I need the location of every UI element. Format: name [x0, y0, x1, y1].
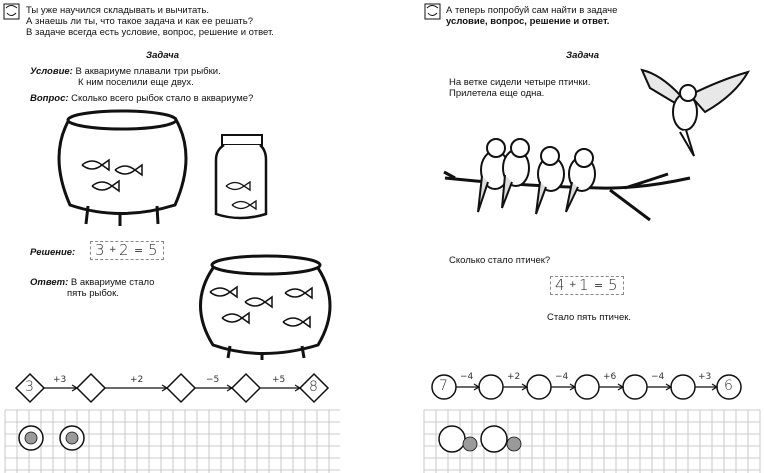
- arrow-icon: [44, 385, 77, 391]
- condition-line: В аквариуме плавали три рыбки.: [75, 66, 221, 77]
- chain-op: +5: [272, 375, 286, 385]
- condition-block: [30, 66, 221, 77]
- jar-two-fish: [216, 135, 266, 218]
- aquarium-five-fish: [201, 256, 331, 360]
- right-task-title: Задача: [566, 50, 600, 61]
- birds-on-branch: [478, 139, 595, 214]
- eq-equals: =: [594, 279, 604, 292]
- flying-bird: [642, 70, 748, 156]
- chain-blank-circle[interactable]: [671, 375, 695, 399]
- smile-icon: [4, 4, 19, 19]
- chain-blank-circle[interactable]: [575, 375, 599, 399]
- chain-start-value: 3: [25, 379, 34, 395]
- eq-b: 2: [119, 241, 129, 259]
- answer-line: пять рыбок.: [67, 288, 119, 299]
- intro-line: Ты уже научился складывать и вычитать.: [26, 5, 209, 16]
- chain-end-value: 8: [309, 379, 318, 395]
- arrow-icon: [599, 384, 623, 390]
- right-answer: Стало пять птичек.: [547, 312, 632, 323]
- smile-icon: [425, 4, 440, 19]
- chain-start-value: 7: [439, 378, 448, 394]
- chain-op: +2: [130, 375, 144, 385]
- answer-block: [30, 277, 154, 288]
- arrow-icon: [260, 385, 300, 391]
- chain-op: +3: [698, 372, 712, 382]
- question-block: [30, 93, 253, 104]
- condition-line: К ним поселили еще двух.: [78, 77, 194, 88]
- eq-op: +: [569, 280, 577, 290]
- intro-line: А теперь попробуй сам найти в задаче: [446, 5, 618, 16]
- chain-end-value: 6: [724, 378, 733, 394]
- question-text: Сколько всего рыбок стало в аквариуме?: [71, 93, 254, 104]
- bird: [502, 139, 529, 208]
- right-grid-circles: [439, 426, 521, 452]
- eq-a: 4: [555, 276, 565, 294]
- right-question: Сколько стало птичек?: [449, 255, 551, 266]
- arrow-icon: [456, 384, 479, 390]
- arrow-icon: [105, 385, 167, 391]
- answer-label: Ответ:: [30, 277, 69, 288]
- bird: [536, 147, 564, 214]
- eq-equals: =: [134, 244, 144, 257]
- arrow-icon: [503, 384, 527, 390]
- chain-blank-diamond[interactable]: [167, 374, 195, 402]
- eq-result: 5: [608, 276, 618, 294]
- chain-op: −4: [651, 372, 665, 382]
- question-label: Вопрос:: [30, 93, 69, 104]
- task-line: Прилетела еще одна.: [449, 88, 545, 99]
- task-text: [449, 77, 590, 99]
- arrow-icon: [551, 384, 575, 390]
- chain-blank-diamond[interactable]: [232, 374, 260, 402]
- right-intro: [446, 5, 617, 27]
- bird: [566, 149, 595, 212]
- right-equation: [550, 276, 624, 295]
- left-grid: [5, 410, 340, 473]
- chain-op: −5: [206, 375, 220, 385]
- eq-op: +: [109, 245, 117, 255]
- aquarium-three-fish: [59, 111, 186, 226]
- chain-op: +6: [603, 372, 617, 382]
- eq-b: 1: [579, 276, 589, 294]
- chain-op: +2: [507, 372, 521, 382]
- chain-blank-circle[interactable]: [623, 375, 647, 399]
- task-line: На ветке сидели четыре птички.: [449, 77, 591, 88]
- arrow-icon: [195, 385, 232, 391]
- intro-line: В задаче всегда есть условие, вопрос, решение и ответ.: [26, 27, 274, 38]
- condition-label: Условие:: [30, 66, 73, 77]
- chain-blank-circle[interactable]: [527, 375, 551, 399]
- arrow-icon: [647, 384, 671, 390]
- chain-blank-diamond[interactable]: [77, 374, 105, 402]
- answer-line: В аквариуме стало: [70, 277, 155, 288]
- solution-label: Решение:: [30, 247, 76, 258]
- eq-a: 3: [95, 241, 105, 259]
- left-intro: [26, 5, 274, 38]
- left-equation: [90, 241, 164, 260]
- chain-op: −4: [555, 372, 569, 382]
- left-task-title: Задача: [146, 50, 180, 61]
- intro-bold-line: условие, вопрос, решение и ответ.: [446, 16, 610, 27]
- arrow-icon: [695, 384, 717, 390]
- chain-op: −4: [460, 372, 474, 382]
- chain-blank-circle[interactable]: [479, 375, 503, 399]
- eq-result: 5: [148, 241, 158, 259]
- chain-op: +3: [53, 375, 67, 385]
- intro-line: А знаешь ли ты, что такое задача и как ее решать?: [26, 16, 253, 27]
